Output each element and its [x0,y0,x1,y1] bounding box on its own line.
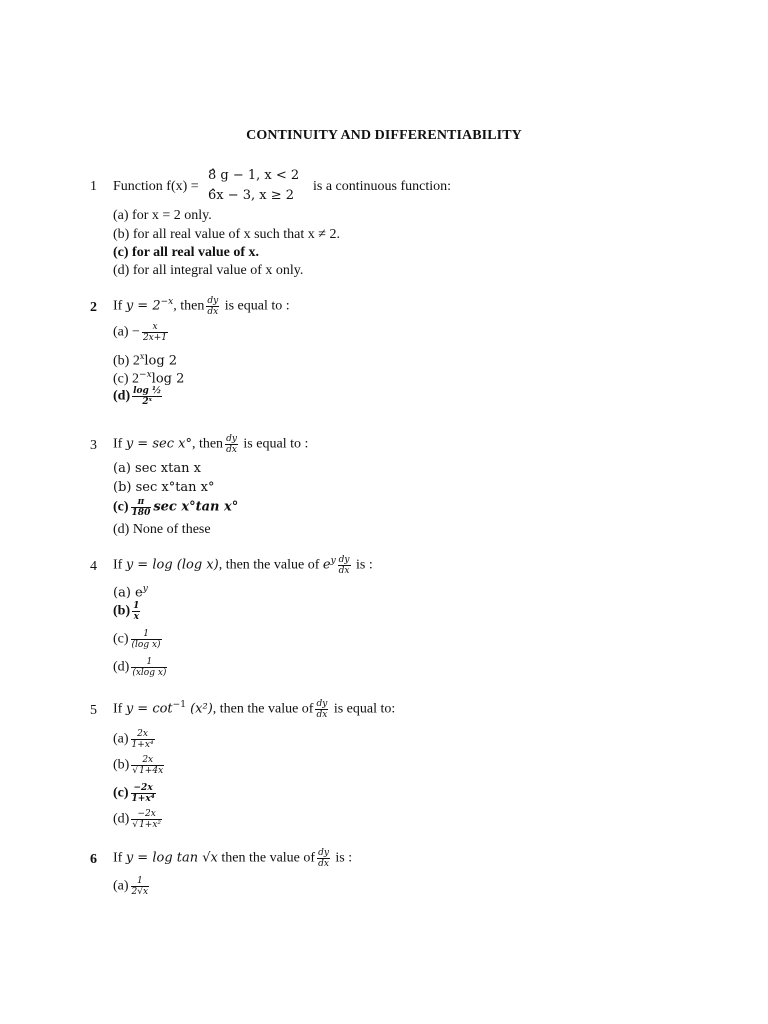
option-c: (c) $2^{-x}\log$ 2 [113,370,185,387]
option-b: (b) $\frac{2x}{√1+4x}$ [113,755,164,776]
option-b: (b) $\frac{1}{x}$ [113,601,140,622]
math-expr: y = cot [125,701,173,717]
option-d: (d) $\frac{\text{log ½}}{\text{2ˣ}}$ [113,386,162,407]
stem-text: , then [173,298,205,314]
option-d: (d) $\frac{1}{\text{(xlog x)}}$ [113,657,167,678]
fraction: $\frac{2x}{√1+4x}$ [132,755,164,776]
stem-text: is equal to : [221,298,290,314]
option-d: (d) None of these [113,522,211,537]
option-a: (a) for x = 2 only. [113,208,212,223]
question-number: 1 [90,179,97,194]
stem-text: If [113,298,126,314]
fraction: $\frac{x}{2x+1}$ [142,322,168,343]
question-stem [113,179,199,195]
fraction: $\frac{dy}{dx}$ [316,699,328,720]
option-c: (c) for all real value of x. [113,245,260,260]
question-number: 3 [90,438,97,453]
question-number: 6 [90,852,97,867]
fraction: $\frac{1}{\text{(log x)}}$ [131,629,161,650]
math-expr: y = log (log x) [125,557,219,573]
fraction: $\frac{1}{2√x}$ [131,876,149,897]
question-number: 4 [90,559,97,574]
option-a: (a) − $\frac{x}{2x+1}$ [113,322,168,343]
math-sup: −x [160,297,174,308]
question-stem: If $y = \cot^{-1} (x^2)$, then the value of $\frac{dy}{dx}$ is equal to: [113,699,396,720]
option-c: (c) $\frac{1}{\text{(log x)}}$ [113,629,161,650]
page-title: CONTINUITY AND DIFFERENTIABILITY [246,128,522,143]
option-a: (a) $\frac{2x}{\text{1+x⁴}}$ [113,729,154,750]
fraction: $\frac{\text{log ½}}{\text{2ˣ}}$ [133,386,162,407]
question-stem: If y = log (log x), then the value of $e^y$ $\frac{dy}{dx}$ is : [113,555,373,576]
option-b: (b) sec x°tan x° [113,480,215,495]
math-expr: y = log tan √x [125,850,218,866]
fraction: $\frac{\pi}{180}$ [131,497,151,518]
stem-suffix: is a continuous function: [313,179,452,194]
option-d: (d) for all integral value of x only. [113,263,304,278]
piece-row: 6̂x − 3, x ≥ 2 [208,188,295,203]
fraction: $\frac{1}{\text{(xlog x)}}$ [132,657,167,678]
question-number: 2 [90,300,97,315]
question-stem: If y = sec x°, then $\frac{dy}{dx}$ is equal to : [113,434,309,455]
fraction: $\frac{-2x}{\text{√1+x²}}$ [132,809,162,830]
question-number: 5 [90,703,97,718]
fraction: $\frac{1}{x}$ [133,601,140,622]
option-c: (c) $\frac{\pi}{180}$ sec x°tan x° [113,497,239,518]
math-expr: y = sec x° [125,436,192,452]
question-stem: If y = log tan √x then the value of $\frac{dy}{dx}$ is : [113,848,353,869]
fraction: $\frac{dy}{dx}$ [338,555,350,576]
option-a: (a) $\frac{1}{2√x}$ [113,876,149,897]
fraction: $\frac{dy}{dx}$ [226,434,237,455]
option-c: (c) $\frac{-2x}{\text{1+x⁴}}$ [113,783,155,804]
option-a: (a) $e^y$ [113,584,148,601]
fraction: $\frac{-2x}{\text{1+x⁴}}$ [131,783,155,804]
fraction: $\frac{dy}{dx}$ [207,296,219,317]
question-stem [113,296,290,317]
piece-row: 8̂ g − 1, x < 2 [208,168,300,183]
option-b: (b) for all real value of x such that x ≠ 2. [113,227,340,242]
fraction: $\frac{2x}{\text{1+x⁴}}$ [131,729,154,750]
option-a: (a) sec xtan x [113,461,201,476]
option-b: (b) 2$^x$log 2 [113,351,178,369]
fraction: $\frac{dy}{dx}$ [318,848,329,869]
option-d: (d) $\frac{-2x}{\text{√1+x²}}$ [113,809,162,830]
piecewise-definition [208,166,299,206]
stem-text: Function f(x) = [113,179,199,194]
math-expr: y = 2 [125,298,161,314]
